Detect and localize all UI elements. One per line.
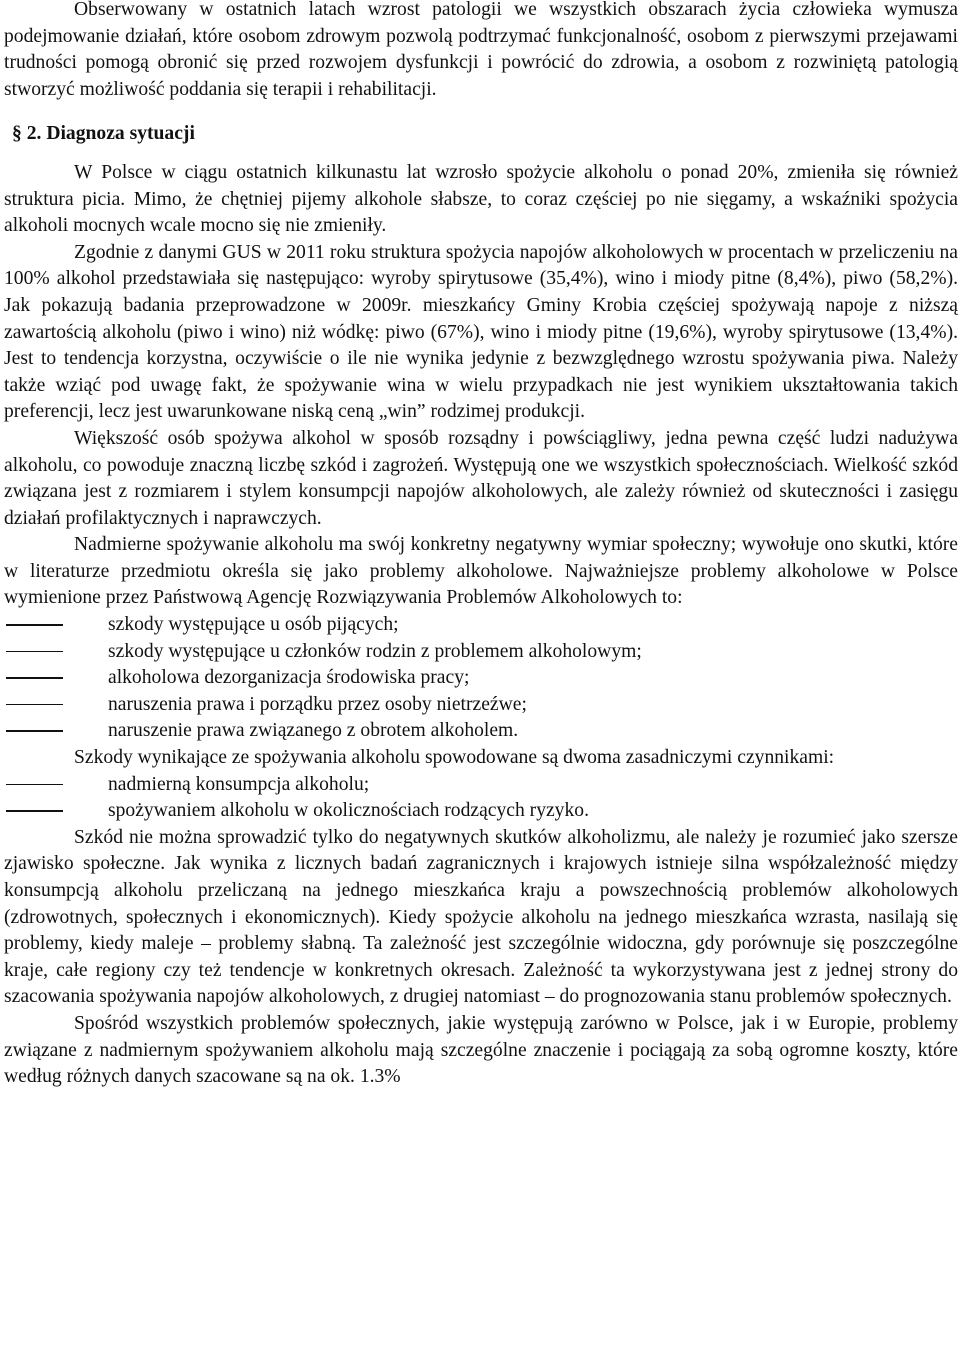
section-title: Diagnoza sytuacji xyxy=(46,123,195,145)
list-item xyxy=(4,798,958,825)
paragraph-gus-data: Zgodnie z danymi GUS w 2011 roku struktura spożycia napojów alkoholowych w procentach w przeliczeniu na 100% alkohol przedstawiała się następująco: wyroby spirytusowe (35,4%), wino i miody pitne (8,4%), piwo (58,2%). Jak pokazują badania przeprowadzone w 2009r. mieszkańcy Gminy Krobia częściej spożywają napoje z niższą zawartością alkoholu (piwo i wino) niż wódkę: piwo (67%), wino i miody pitne (19,6%), wyroby spirytusowe (13,4%). Jest to tendencja korzystna, oczywiście o ile nie wynika jedynie z bezwzględnego wzrostu spożywania piwa. Należy także wziąć pod uwagę fakt, że spożywanie wina w wielu przypadkach nie jest wynikiem ukształtowania takich preferencji, lecz jest uwarunkowane niską ceną „win” rodzimej produkcji. xyxy=(4,241,958,423)
paragraph-consumption: W Polsce w ciągu ostatnich kilkunastu lat wzrosło spożycie alkoholu o ponad 20%, zmieniła się również struktura picia. Mimo, że chętniej pijemy alkohole słabsze, to coraz częściej po nie sięgamy, a wskaźniki spożycia alkoholi mocnych wcale mocno się nie zmieniły. xyxy=(4,161,958,237)
dash-bullet-icon xyxy=(6,624,63,626)
list-item xyxy=(4,665,958,692)
problems-list xyxy=(4,612,958,745)
section-number: 2. xyxy=(26,123,42,145)
list-item-text: szkody występujące u osób pijących; xyxy=(108,614,399,636)
paragraph-intro: Obserwowany w ostatnich latach wzrost patologii we wszystkich obszarach życia człowieka wymusza podejmowanie działań, które osobom zdrowym pozwolą podtrzymać funkcjonalność, osobom z pierwszymi przejawami trudności pomogą obronić się przed rozwojem dysfunkcji i powrócić do zdrowia, a osobom z rozwiniętą patologią stworzyć możliwość poddania się terapii i rehabilitacji. xyxy=(4,0,958,100)
list-item xyxy=(4,639,958,666)
paragraph-costs: Spośród wszystkich problemów społecznych, jakie występują zarówno w Polsce, jak i w Europie, problemy związane z nadmiernym spożywaniem alkoholu mają szczególne znaczenie i pociągają za sobą ogromne koszty, które według różnych danych szacowane są na ok. 1.3% xyxy=(4,1012,958,1088)
list-item xyxy=(4,612,958,639)
list-item xyxy=(4,772,958,799)
dash-bullet-icon xyxy=(6,704,63,706)
dash-bullet-icon xyxy=(6,677,63,679)
list-item-text: alkoholowa dezorganizacja środowiska pracy; xyxy=(108,667,470,689)
causes-list xyxy=(4,772,958,825)
list-item-text: naruszenia prawa i porządku przez osoby nietrzeźwe; xyxy=(108,693,527,715)
document-page xyxy=(4,0,958,1091)
section-heading xyxy=(12,121,958,148)
dash-bullet-icon xyxy=(6,651,63,653)
list-item xyxy=(4,692,958,719)
dash-bullet-icon xyxy=(6,810,63,812)
list-item-text: nadmierną konsumpcja alkoholu; xyxy=(108,773,370,795)
list-item-text: naruszenie prawa związanego z obrotem alkoholem. xyxy=(108,720,519,742)
dash-bullet-icon xyxy=(6,784,63,786)
section-symbol: § xyxy=(12,123,22,145)
list-item-text: spożywaniem alkoholu w okolicznościach rodzących ryzyko. xyxy=(108,800,589,822)
list-item-text: szkody występujące u członków rodzin z problemem alkoholowym; xyxy=(108,640,642,662)
dash-bullet-icon xyxy=(6,730,63,732)
list-item xyxy=(4,718,958,745)
paragraph-causes: Szkody wynikające ze spożywania alkoholu spowodowane są dwoma zasadniczymi czynnikami: xyxy=(74,747,835,769)
paragraph-excessive-drinking: Nadmierne spożywanie alkoholu ma swój konkretny negatywny wymiar społeczny; wywołuje ono skutki, które w literaturze przedmiotu określa się jako problemy alkoholowe. Najważniejsze problemy alkoholowe w Polsce wymienione przez Państwową Agencję Rozwiązywania Problemów Alkoholowych to: xyxy=(4,534,958,609)
paragraph-social-phenomenon: Szkód nie można sprowadzić tylko do negatywnych skutków alkoholizmu, ale należy je rozumieć jako szersze zjawisko społeczne. Jak wynika z licznych badań zagranicznych i krajowych istnieje silna współzależność między konsumpcją alkoholu przeliczaną na jednego mieszkańca kraju a powszechnością problemów alkoholowych (zdrowotnych, społecznych i ekonomicznych). Kiedy spożycie alkoholu na jednego mieszkańca wzrasta, nasilają się problemy, kiedy maleje – problemy słabną. Ta zależność jest szczególnie widoczna, gdy porównuje się poszczególne kraje, całe regiony czy też tendencje w konkretnych okresach. Zależność ta wykorzystywana jest z jednej strony do szacowania spożywania napojów alkoholowych, z drugiej natomiast – do prognozowania stanu problemów społecznych. xyxy=(4,826,958,1008)
paragraph-majority: Większość osób spożywa alkohol w sposób rozsądny i powściągliwy, jedna pewna część ludzi nadużywa alkoholu, co powoduje znaczną liczbę szkód i zagrożeń. Występują one we wszystkich społecznościach. Wielkość szkód związana jest z rozmiarem i stylem konsumpcji napojów alkoholowych, ale zależy również od skuteczności i zasięgu działań profilaktycznych i naprawczych. xyxy=(4,427,958,529)
